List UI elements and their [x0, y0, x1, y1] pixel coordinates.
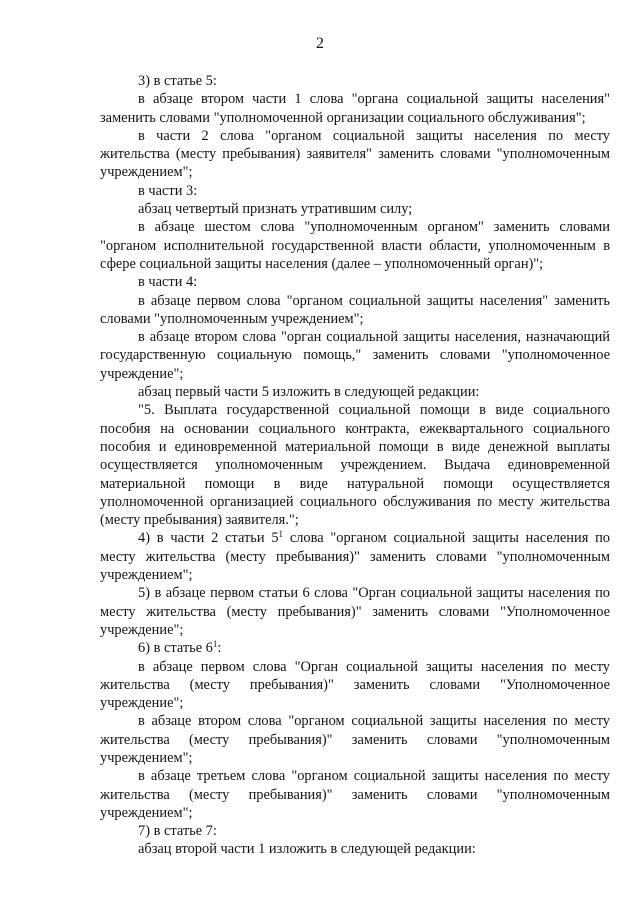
paragraph [100, 200, 610, 218]
document-body [100, 72, 610, 859]
paragraph-text: в абзаце втором слова "орган социальной защиты населения, назначающий государственную социальную помощь," заменить словами "уполномоченное учреждение"; [100, 329, 610, 382]
paragraph [100, 639, 610, 657]
paragraph-text: 3) в статье 5: [138, 73, 217, 89]
paragraph-text: "5. Выплата государственной социальной помощи в виде социального пособия на основании социального контракта, ежеквартального социального пособия и единовременной материальной помощи в виде денежной выплаты осуществляется уполномоченным учреждением. Выдача единовременной материальной помощи в виде натуральной помощи осуществляется уполномоченной организацией социального обслуживания по месту жительства (месту пребывания) заявителя."; [100, 402, 610, 529]
paragraph-text: 6) в статье 6 [138, 640, 213, 657]
paragraph-text: абзац четвертый признать утратившим силу; [138, 201, 413, 218]
paragraph-text: в абзаце втором части 1 слова "органа социальной защиты населения" заменить словами "уполномоченной организации социального обслуживания"; [100, 91, 610, 126]
paragraph [100, 767, 610, 822]
paragraph-text: абзац второй части 1 изложить в следующей редакции: [138, 841, 476, 858]
paragraph [100, 292, 610, 329]
paragraph [100, 658, 610, 713]
paragraph [100, 218, 610, 273]
paragraph-text: в абзаце первом слова "Орган социальной защиты населения по месту жительства (месту пребывания)" заменить словами "Уполномоченное учреждение"; [100, 658, 610, 712]
paragraph-text: слова "органом социальной защиты населения по месту жительства (месту пребывания)" заменить словами "уполномоченным учреждением"; [100, 530, 610, 584]
paragraph [100, 182, 610, 200]
paragraph [100, 712, 610, 767]
paragraph-text: в части 2 слова "органом социальной защиты населения по месту жительства (месту пребывания) заявителя" заменить словами "уполномоченным учреждением"; [100, 127, 610, 181]
paragraph-text: в части 3: [138, 182, 198, 199]
paragraph [100, 328, 610, 383]
paragraph [100, 840, 610, 858]
paragraph [100, 822, 610, 840]
paragraph-text: 5) в абзаце первом статьи 6 слова "Орган социальной защиты населения по месту жительства (месту пребывания)" заменить словами "Уполномоченное учреждение"; [100, 585, 610, 638]
paragraph-text: в абзаце третьем слова "органом социальной защиты населения по месту жительства (месту пребывания)" заменить словами "уполномоченным учреждением"; [100, 768, 610, 821]
paragraph-text: 4) в части 2 статьи 5 [138, 530, 279, 547]
paragraph [100, 273, 610, 291]
paragraph [100, 529, 610, 584]
paragraph [100, 383, 610, 401]
paragraph [100, 90, 610, 127]
paragraph-text: в абзаце шестом слова "уполномоченным органом" заменить словами "органом исполнительной государственной власти области, уполномоченным в сфере социальной защиты населения (далее – уполномоченный орган)"; [100, 219, 610, 272]
superscript: 1 [278, 529, 284, 540]
paragraph [100, 127, 610, 182]
paragraph-text: 7) в статье 7: [138, 823, 217, 840]
paragraph-text: в абзаце втором слова "органом социальной защиты населения по месту жительства (месту пребывания)" заменить словами "уполномоченным учреждением"; [100, 713, 610, 766]
paragraph-text: в части 4: [138, 274, 198, 291]
superscript: 1 [212, 639, 218, 650]
page-number: 2 [316, 35, 324, 52]
paragraph [100, 72, 610, 90]
paragraph [100, 584, 610, 639]
paragraph-text: : [217, 640, 222, 657]
paragraph [100, 401, 610, 529]
paragraph-text: в абзаце первом слова "органом социальной защиты населения" заменить словами "уполномоченным учреждением"; [100, 292, 610, 327]
paragraph-text: абзац первый части 5 изложить в следующей редакции: [138, 384, 480, 401]
